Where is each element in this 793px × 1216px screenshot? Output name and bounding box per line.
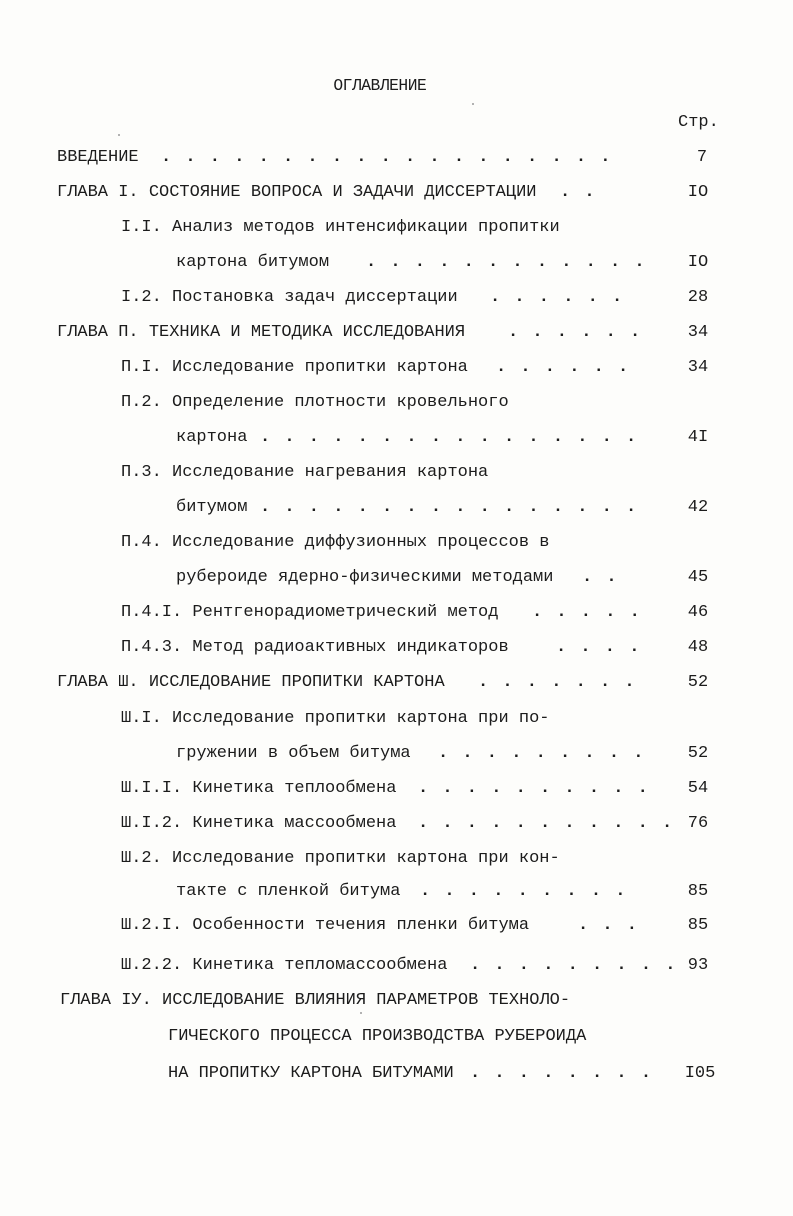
toc-entry-text: I.2. Постановка задач диссертации: [121, 288, 458, 307]
toc-entry-text: рубероиде ядерно-физическими методами: [176, 568, 554, 587]
toc-leader-dots: . . . . . .: [496, 358, 631, 377]
toc-entry-text: Ш.2. Исследование пропитки картона при кон-: [121, 849, 560, 868]
toc-page-number: 85: [687, 916, 709, 935]
toc-leader-dots: . . . . . . .: [478, 673, 637, 692]
toc-leader-dots: . . . . . . . . .: [470, 956, 678, 975]
toc-entry-text: НА ПРОПИТКУ КАРТОНА БИТУМАМИ: [168, 1064, 454, 1083]
toc-leader-dots: . .: [582, 568, 619, 587]
toc-entry-text: П.I. Исследование пропитки картона: [121, 358, 468, 377]
toc-entry-text: П.4.I. Рентгенорадиометрический метод: [121, 603, 499, 622]
toc-leader-dots: . . .: [578, 916, 640, 935]
toc-entry-text: Ш.2.2. Кинетика тепломассообмена: [121, 956, 448, 975]
toc-page-number: IO: [687, 253, 709, 272]
toc-leader-dots: . . . . . . . . .: [438, 744, 646, 763]
toc-entry-text: ВВЕДЕНИЕ: [57, 148, 139, 167]
toc-entry-text: I.I. Анализ методов интенсификации пропитки: [121, 218, 560, 237]
toc-page-number: 4I: [687, 428, 709, 447]
toc-leader-dots: . . . . . . . . . .: [418, 779, 650, 798]
toc-entry-text: ГЛАВА П. ТЕХНИКА И МЕТОДИКА ИССЛЕДОВАНИЯ: [57, 323, 466, 342]
toc-leader-dots: . . . . . . . . . . . . . . . . . . .: [161, 148, 613, 167]
toc-leader-dots: . . . . .: [532, 603, 642, 622]
toc-page-number: 85: [687, 882, 709, 901]
paper-speck: [360, 1012, 362, 1014]
toc-page-number: 76: [687, 814, 709, 833]
page-title: ОГЛАВЛЕНИЕ: [333, 77, 427, 96]
toc-leader-dots: . . . . . . . . . . . . . . . .: [260, 498, 639, 517]
toc-leader-dots: . . . .: [556, 638, 642, 657]
toc-entry-text: Ш.I.I. Кинетика теплообмена: [121, 779, 397, 798]
paper-speck: [472, 103, 474, 105]
toc-entry-text: Ш.2.I. Особенности течения пленки битума: [121, 916, 530, 935]
toc-page-number: I05: [684, 1064, 716, 1083]
toc-page-number: 48: [687, 638, 709, 657]
toc-entry-text: ГЛАВА Ш. ИССЛЕДОВАНИЕ ПРОПИТКИ КАРТОНА: [57, 673, 445, 692]
toc-entry-text: ГИЧЕСКОГО ПРОЦЕССА ПРОИЗВОДСТВА РУБЕРОИДА: [168, 1027, 587, 1046]
paper-speck: [118, 134, 120, 136]
toc-leader-dots: . . . . . . . . . . . . . . . .: [260, 428, 639, 447]
toc-leader-dots: . . . . . . . . . . .: [418, 814, 675, 833]
toc-page-number: 52: [687, 673, 709, 692]
toc-page-number: IO: [687, 183, 709, 202]
toc-entry-text: битумом: [176, 498, 248, 517]
toc-page-number: 45: [687, 568, 709, 587]
toc-leader-dots: . . . . . .: [508, 323, 643, 342]
toc-page-number: 34: [687, 323, 709, 342]
toc-page-number: 7: [696, 148, 708, 167]
toc-entry-text: П.3. Исследование нагревания картона: [121, 463, 489, 482]
toc-page-number: 46: [687, 603, 709, 622]
toc-entry-text: ГЛАВА ІУ. ИССЛЕДОВАНИЕ ВЛИЯНИЯ ПАРАМЕТРОВ ТЕХНОЛО-: [60, 991, 571, 1010]
toc-leader-dots: . . . . . .: [490, 288, 625, 307]
toc-leader-dots: . . . . . . . .: [470, 1064, 654, 1083]
toc-entry-text: такте с пленкой битума: [176, 882, 401, 901]
toc-page-number: 52: [687, 744, 709, 763]
toc-page-number: 54: [687, 779, 709, 798]
toc-entry-text: ГЛАВА I. СОСТОЯНИЕ ВОПРОСА И ЗАДАЧИ ДИССЕРТАЦИИ: [57, 183, 537, 202]
toc-entry-text: гружении в объем битума: [176, 744, 411, 763]
toc-leader-dots: . . . . . . . . . . . .: [366, 253, 647, 272]
toc-entry-text: П.2. Определение плотности кровельного: [121, 393, 509, 412]
toc-leader-dots: . . . . . . . . .: [420, 882, 628, 901]
toc-leader-dots: . .: [560, 183, 597, 202]
toc-page-number: 42: [687, 498, 709, 517]
toc-page-number: 34: [687, 358, 709, 377]
toc-entry-text: П.4. Исследование диффузионных процессов в: [121, 533, 550, 552]
toc-entry-text: картона: [176, 428, 248, 447]
page-column-label: Стр.: [678, 113, 719, 132]
toc-entry-text: картона битумом: [176, 253, 330, 272]
toc-entry-text: Ш.I.2. Кинетика массообмена: [121, 814, 397, 833]
toc-page-number: 28: [687, 288, 709, 307]
toc-entry-text: П.4.3. Метод радиоактивных индикаторов: [121, 638, 509, 657]
toc-page-number: 93: [687, 956, 709, 975]
toc-entry-text: Ш.I. Исследование пропитки картона при по-: [121, 709, 550, 728]
